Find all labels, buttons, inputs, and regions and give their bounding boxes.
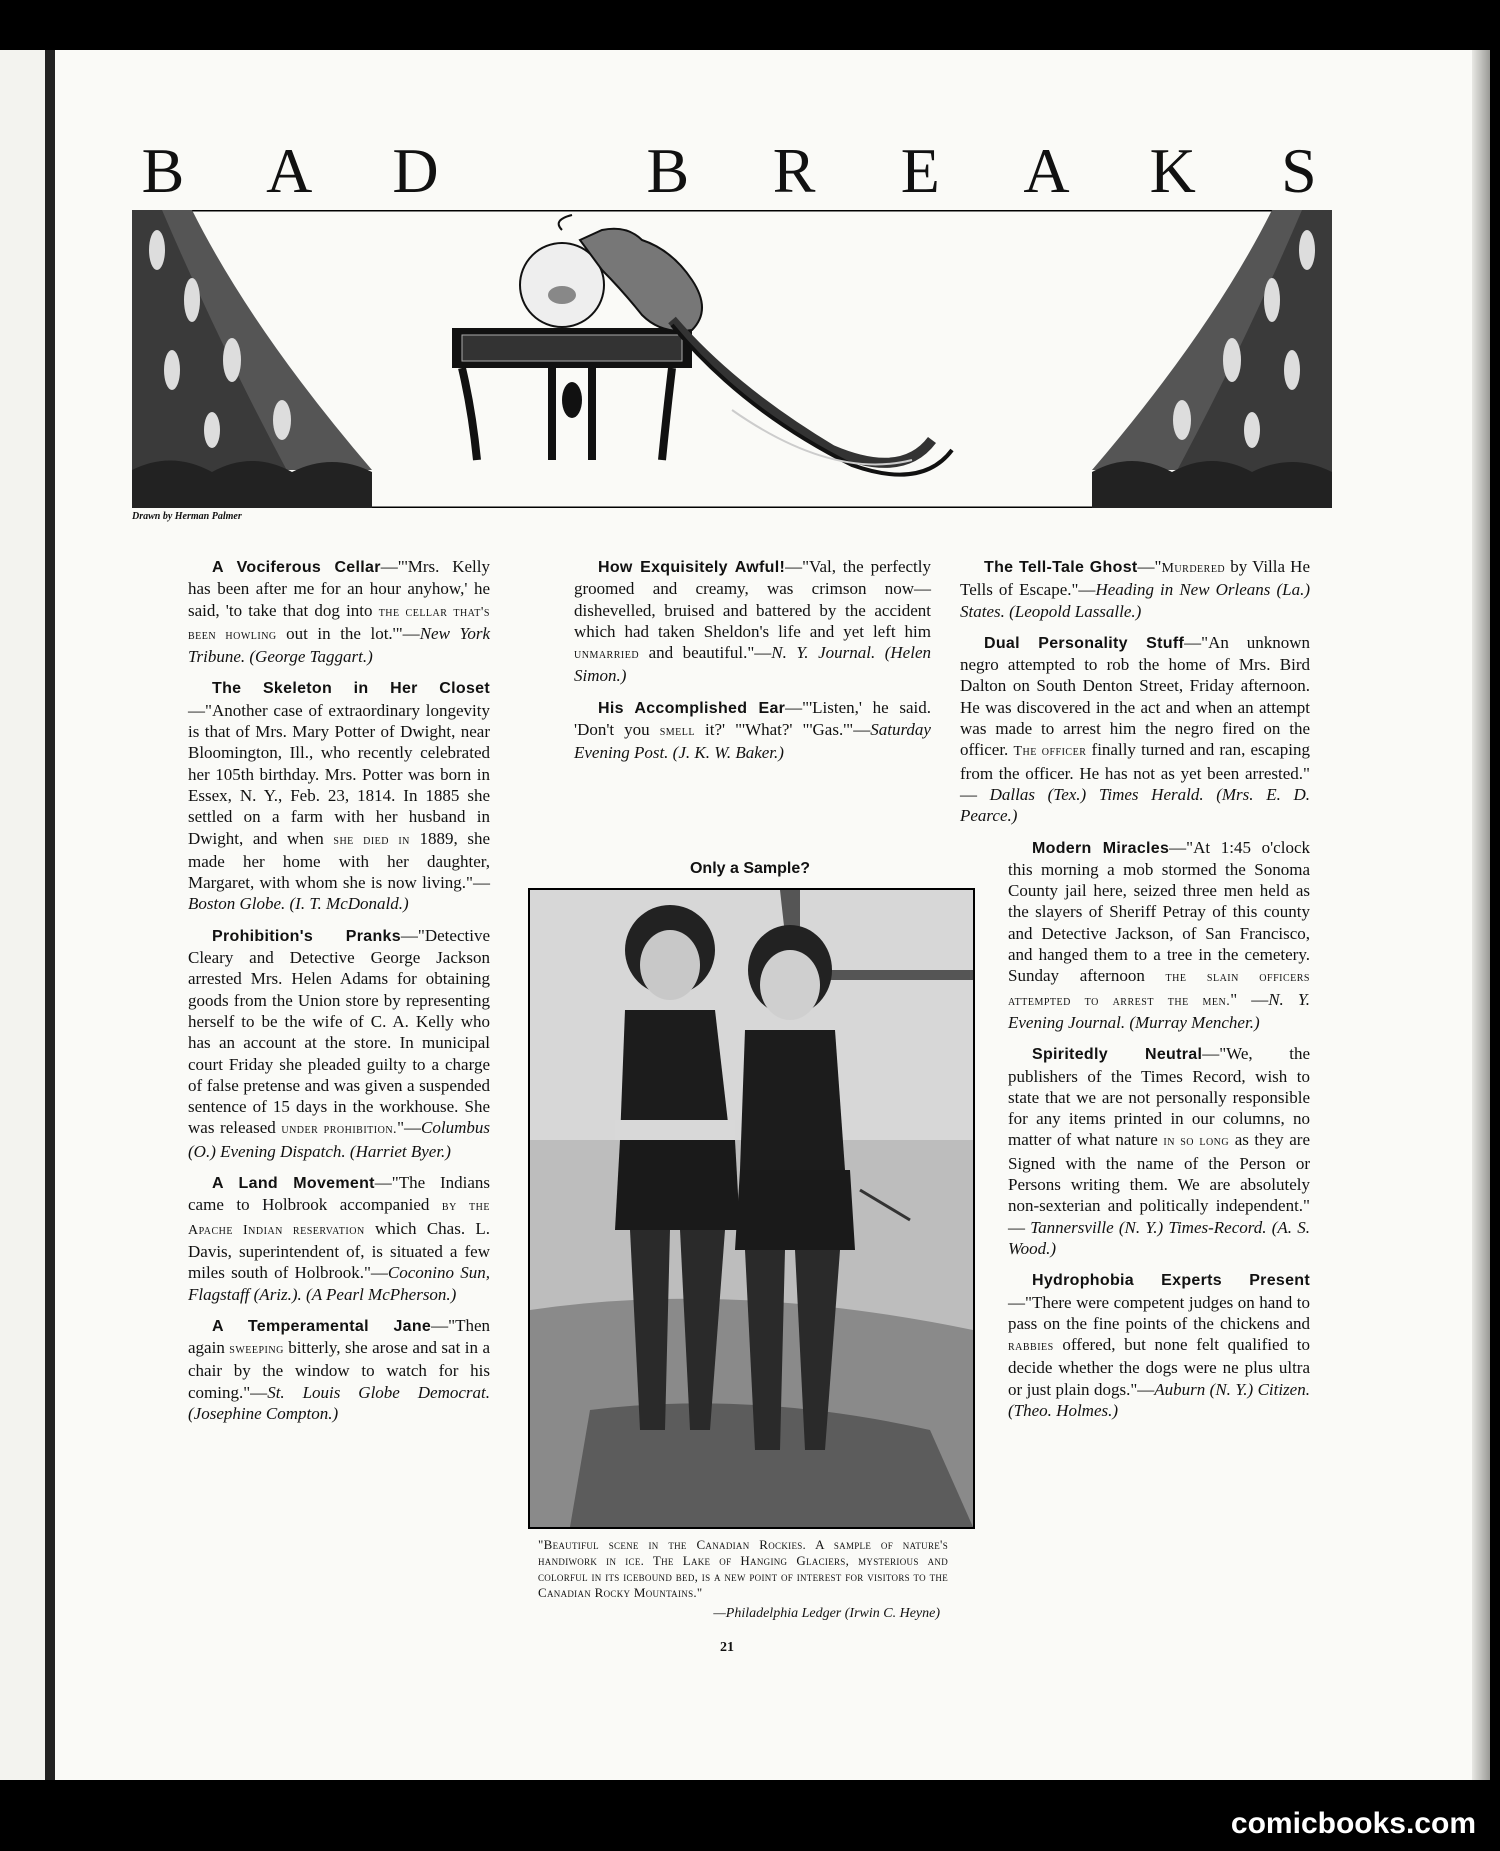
item-text-2: "—: [397, 1118, 422, 1138]
item-tell-tale-ghost: [960, 556, 1310, 622]
item-source: Columbus (O.) Evening Dispatch. (Harriet Byer.): [188, 1118, 490, 1161]
item-text-2: as they are Signed with the name of the Person or Persons writing them. We are absolutely non-sexterian and politically independent." —: [1008, 1130, 1311, 1237]
item-heading: A Vociferous Cellar: [212, 559, 381, 576]
site-watermark: comicbooks.com: [1230, 1807, 1476, 1840]
item-dash: —: [1008, 1292, 1025, 1312]
item-text-2: out in the lot.'"—: [276, 623, 420, 643]
item-land-movement: [188, 1172, 490, 1305]
title-letter: A: [1023, 135, 1072, 206]
item-heading: Dual Personality Stuff: [984, 634, 1185, 652]
item-exquisitely-awful: [574, 556, 931, 687]
title-spacer: [511, 134, 575, 208]
bathing-women-photo: [528, 888, 975, 1529]
item-text: "There were competent judges on hand to pass on the fine points of the chickens and: [1008, 1292, 1310, 1333]
item-caps: she died in: [333, 832, 410, 848]
item-dash: —: [785, 557, 803, 576]
item-skeleton-closet: [188, 677, 490, 914]
item-caps: under prohibition.: [281, 1122, 398, 1138]
column-middle: [574, 556, 931, 774]
item-dash: —: [785, 697, 803, 717]
item-text: "At 1:45 o'clock this morning a mob stormed the Sonoma County jail here, seized three men held as the slayers of Sheriff Petray of this county and Detective Jackson, of San Francisco, and hanged them to a tree in the cemetery. Sunday afternoon: [1008, 837, 1310, 986]
item-source: Boston Globe. (I. T. McDonald.): [188, 894, 409, 914]
parrot-goldfish-illustration: [132, 210, 1332, 508]
illustration-credit: Drawn by Herman Palmer: [132, 511, 242, 522]
title-letter: A: [266, 135, 315, 206]
item-text: ": [1154, 557, 1162, 576]
previous-page-edge: [0, 50, 48, 1780]
title-letter: D: [392, 135, 441, 206]
column-left: [188, 556, 490, 1434]
item-heading: Prohibition's Pranks: [212, 927, 401, 945]
page-gutter: [45, 50, 55, 1780]
column-right: [960, 556, 1310, 1431]
item-text: "An unknown negro attempted to rob the home of Mrs. Bird Dalton on South Denton Street, Friday afternoon. He was discovered in the act and when an attempt was made to arrest him the negro fired on the officer.: [960, 632, 1310, 760]
item-heading: Spiritedly Neutral: [1032, 1046, 1203, 1064]
item-source: Tannersville (N. Y.) Times-Record. (A. S. Wood.): [1008, 1217, 1310, 1258]
item-dash: —: [1137, 557, 1155, 576]
item-prohibitions-pranks: [188, 925, 490, 1162]
page-number: 21: [720, 1640, 734, 1655]
item-text-2: and beautiful."—: [639, 643, 772, 663]
photo-title: Only a Sample?: [689, 860, 811, 877]
item-text: "'Mrs. Kelly has been after me for an hour anyhow,' he said, 'to take that dog into: [188, 557, 490, 620]
item-accomplished-ear: [574, 697, 931, 764]
photo-credit: —Philadelphia Ledger (Irwin C. Heyne): [713, 1606, 940, 1621]
item-text-2: by Villa He Tells of Escape."—: [960, 557, 1310, 600]
title-letter: B: [646, 135, 692, 206]
item-source: Dallas (Tex.) Times Herald. (Mrs. E. D. Pearce.): [960, 784, 1311, 826]
item-text: "Then again: [188, 1315, 490, 1358]
item-source: Auburn (N. Y.) Citizen. (Theo. Holmes.): [1008, 1379, 1310, 1420]
item-text: "Detective Cleary and Detective George Jackson arrested Mrs. Helen Adams for obtaining goods from the Union store by representing herself to be the wife of C. A. Kelly who has an account at the store. In municipal court Friday she pleaded guilty to a charge of false pretense and was given a suspended sentence of 15 days in the workhouse. She was released: [188, 925, 490, 1138]
item-source: St. Louis Globe Democrat. (Josephine Compton.): [188, 1382, 490, 1423]
item-caps: Murdered: [1161, 561, 1226, 576]
item-hydrophobia-experts: [1008, 1269, 1310, 1421]
title-letter: E: [900, 135, 942, 206]
item-heading: The Skeleton in Her Closet: [212, 680, 490, 698]
item-text-2: " —: [1230, 989, 1269, 1009]
item-caps: unmarried: [574, 647, 640, 663]
item-source: Saturday Evening Post. (J. K. W. Baker.): [574, 720, 931, 763]
item-source: Heading in New Orleans (La.) States. (Leopold Lassalle.): [960, 580, 1311, 621]
item-caps: the slain officers attempted to arrest the men.: [1008, 970, 1310, 1009]
item-dash: —: [1202, 1044, 1220, 1064]
item-modern-miracles: [1008, 837, 1310, 1034]
item-source: Coconino Sun, Flagstaff (Ariz.). (A Pearl McPherson.): [188, 1263, 491, 1304]
item-caps: the cellar that's been howling: [188, 604, 490, 643]
item-text: "Another case of extraordinary longevity is that of Mrs. Mary Potter of Dwight, near Bloomington, Ill., who recently celebrated her 105th birthday. Mrs. Potter was born in Essex, N. Y., Feb. 23, 1814. In 1885 she settled on a farm with her husband in Dwight, and when: [188, 700, 490, 848]
item-caps: The officer: [1013, 744, 1087, 760]
item-text: "The Indians came to Holbrook accompanied: [188, 1173, 490, 1215]
item-dash: —: [374, 1173, 392, 1193]
item-dash: —: [400, 925, 418, 945]
item-dual-personality: [960, 632, 1310, 827]
item-heading: Modern Miracles: [1032, 839, 1170, 857]
item-text: "'Listen,' he said. 'Don't you: [574, 697, 931, 740]
item-caps: rabbies: [1008, 1339, 1054, 1355]
item-text: "Val, the perfectly groomed and creamy, was crimson now—dishevelled, bruised and battered by the accident which had taken Sheldon's life and yet left him: [574, 557, 932, 641]
page-title: [132, 134, 1332, 208]
page-edge: [1472, 50, 1490, 1780]
item-text: "We, the publishers of the Times Record, wish to state that we are not personally responsible for any items printed in our columns, no matter of what nature: [1008, 1044, 1310, 1150]
item-text-2: offered, but none felt qualified to decide whether the dogs were ne plus ultra or just plain dogs."—: [1008, 1335, 1310, 1399]
item-dash: —: [380, 557, 398, 576]
title-letter: K: [1149, 135, 1198, 206]
item-dash: —: [188, 700, 205, 720]
title-letter: R: [772, 135, 818, 206]
item-text-2: finally turned and ran, escaping from the officer. He has not as yet been arrested." —: [960, 740, 1310, 804]
item-heading: A Land Movement: [212, 1175, 375, 1193]
item-heading: His Accomplished Ear: [598, 699, 786, 717]
item-dash: —: [1169, 837, 1187, 857]
item-source: N. Y. Evening Journal. (Murray Mencher.): [1008, 989, 1310, 1032]
item-caps: in so long: [1163, 1134, 1230, 1150]
item-dash: —: [431, 1315, 449, 1335]
item-text-2: which Chas. L. Davis, superintendent of, is situated a few miles south of Holbrook."—: [188, 1218, 490, 1283]
item-heading: Hydrophobia Experts Present: [1032, 1272, 1310, 1290]
item-text-2: bitterly, she arose and sat in a chair by the window to watch for his coming."—: [188, 1338, 490, 1402]
item-source: New York Tribune. (George Taggart.): [188, 623, 490, 667]
title-letter: S: [1281, 135, 1319, 206]
item-heading: The Tell-Tale Ghost: [984, 559, 1138, 576]
item-caps: smell: [659, 724, 695, 740]
item-heading: A Temperamental Jane: [212, 1317, 432, 1335]
item-vociferous-cellar: [188, 556, 490, 667]
item-caps: sweeping: [229, 1342, 284, 1358]
item-heading: How Exquisitely Awful!: [598, 559, 786, 576]
item-text-2: 1889, she made her home with her daughter, Margaret, with whom she is now living."—: [188, 828, 490, 893]
item-dash: —: [1184, 632, 1202, 652]
item-spiritedly-neutral: [1008, 1043, 1310, 1259]
item-temperamental-jane: [188, 1315, 490, 1424]
item-source: N. Y. Journal. (Helen Simon.): [574, 643, 931, 686]
item-text-2: it?' "'What?' "'Gas.'"—: [694, 720, 871, 740]
item-caps: by the Apache Indian reservation: [188, 1199, 490, 1238]
title-letter: B: [141, 135, 187, 206]
photo-caption: "Beautiful scene in the Canadian Rockies. A sample of nature's handiwork in ice. The Lake of Hanging Glaciers, mysterious and colorful in its icebound bed, is a new point of interest for visitors to the Canadian Rocky Mountains.": [538, 1537, 948, 1600]
